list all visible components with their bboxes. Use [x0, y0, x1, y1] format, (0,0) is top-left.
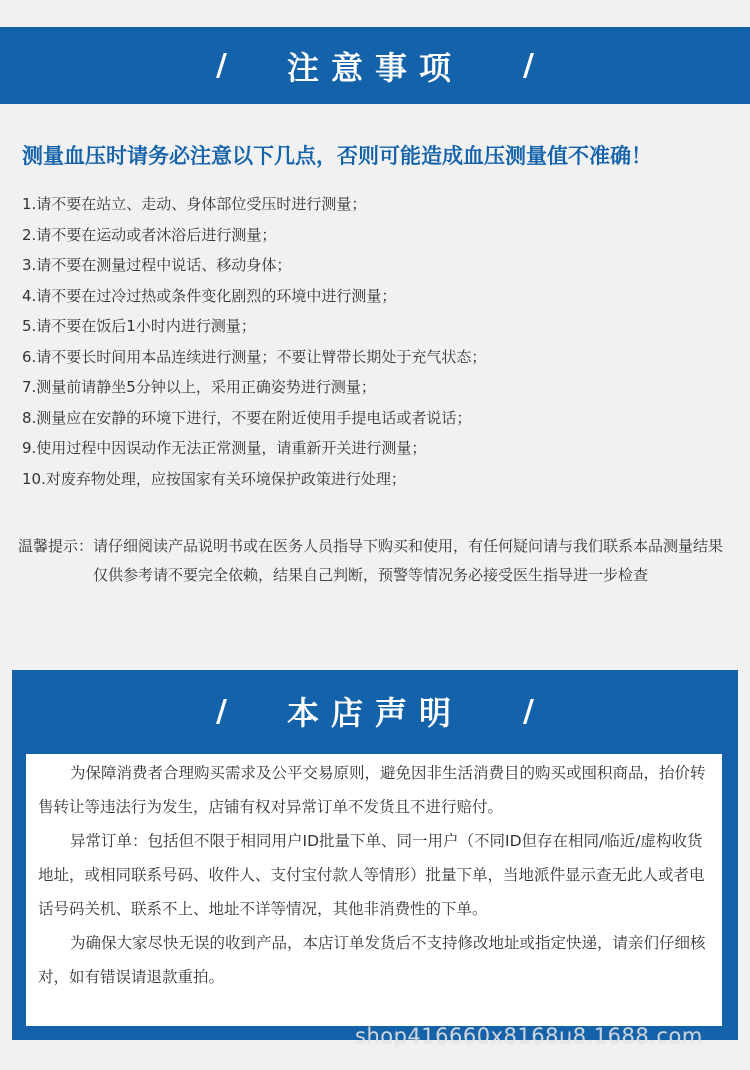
list-item: 2.请不要在运动或者沐浴后进行测量； [22, 225, 277, 244]
notice-banner-text [216, 43, 534, 89]
declaration-paragraph: 为保障消费者合理购买需求及公平交易原则，避免因非生活消费目的购买或囤积商品，抬价转售转让等违法行为发生，店铺有权对异常订单不发货且不进行赔付。 [38, 764, 706, 816]
declaration-banner-text [216, 688, 534, 734]
list-item: 5.请不要在饭后1小时内进行测量； [22, 317, 256, 335]
slash-decoration-right: / [523, 48, 534, 83]
declaration-banner [12, 670, 738, 752]
slash-decoration-left: / [216, 48, 227, 83]
notice-list [22, 189, 732, 494]
list-item: 8.测量应在安静的环境下进行，不要在附近使用手提电话或者说话； [22, 408, 472, 427]
notice-banner [0, 27, 750, 104]
list-item: 7.测量前请静坐5分钟以上，采用正确姿势进行测量； [22, 378, 376, 396]
list-item: 1.请不要在站立、走动、身体部位受压时进行测量； [22, 195, 367, 213]
declaration-section [12, 670, 738, 1040]
list-item: 3.请不要在测量过程中说话、移动身体； [22, 256, 292, 274]
declaration-paragraph: 为确保大家尽快无误的收到产品，本店订单发货后不支持修改地址或指定快递，请亲们仔细核对，如有错误请退款重拍。 [38, 934, 706, 986]
notice-subtitle: 测量血压时请务必注意以下几点，否则可能造成血压测量值不准确！ [22, 144, 652, 168]
tips-text: 请仔细阅读产品说明书或在医务人员指导下购买和使用，有任何疑问请与我们联系本品测量结果仅供参考请不要完全依赖，结果自己判断，预警等情况务必接受医生指导进一步检查 [93, 537, 724, 584]
declaration-box [26, 754, 722, 1026]
notice-title: 注意事项 [286, 48, 463, 87]
declaration-paragraph: 异常订单：包括但不限于相同用户ID批量下单、同一用户（不同ID但存在相同/临近/虚构收货地址，或相同联系号码、收件人、支付宝付款人等情形）批量下单，当地派件显示查无此人或者电话号码关机、联系不上、地址不详等情况，其他非消费性的下单。 [38, 832, 705, 918]
warm-tips [18, 532, 738, 590]
list-item: 4.请不要在过冷过热或条件变化剧烈的环境中进行测量； [22, 286, 397, 305]
list-item: 9.使用过程中因误动作无法正常测量，请重新开关进行测量； [22, 439, 427, 457]
slash-decoration-left: / [216, 693, 227, 729]
declaration-title: 本店声明 [286, 694, 463, 732]
list-item: 10.对废弃物处理，应按国家有关环境保护政策进行处理； [22, 469, 406, 488]
tips-label: 温馨提示： [18, 537, 94, 555]
shop-watermark: shop416660x8168u8.1688.com [355, 1024, 703, 1048]
list-item: 6.请不要长时间用本品连续进行测量；不要让臂带长期处于充气状态； [22, 347, 487, 366]
slash-decoration-right: / [523, 693, 534, 729]
